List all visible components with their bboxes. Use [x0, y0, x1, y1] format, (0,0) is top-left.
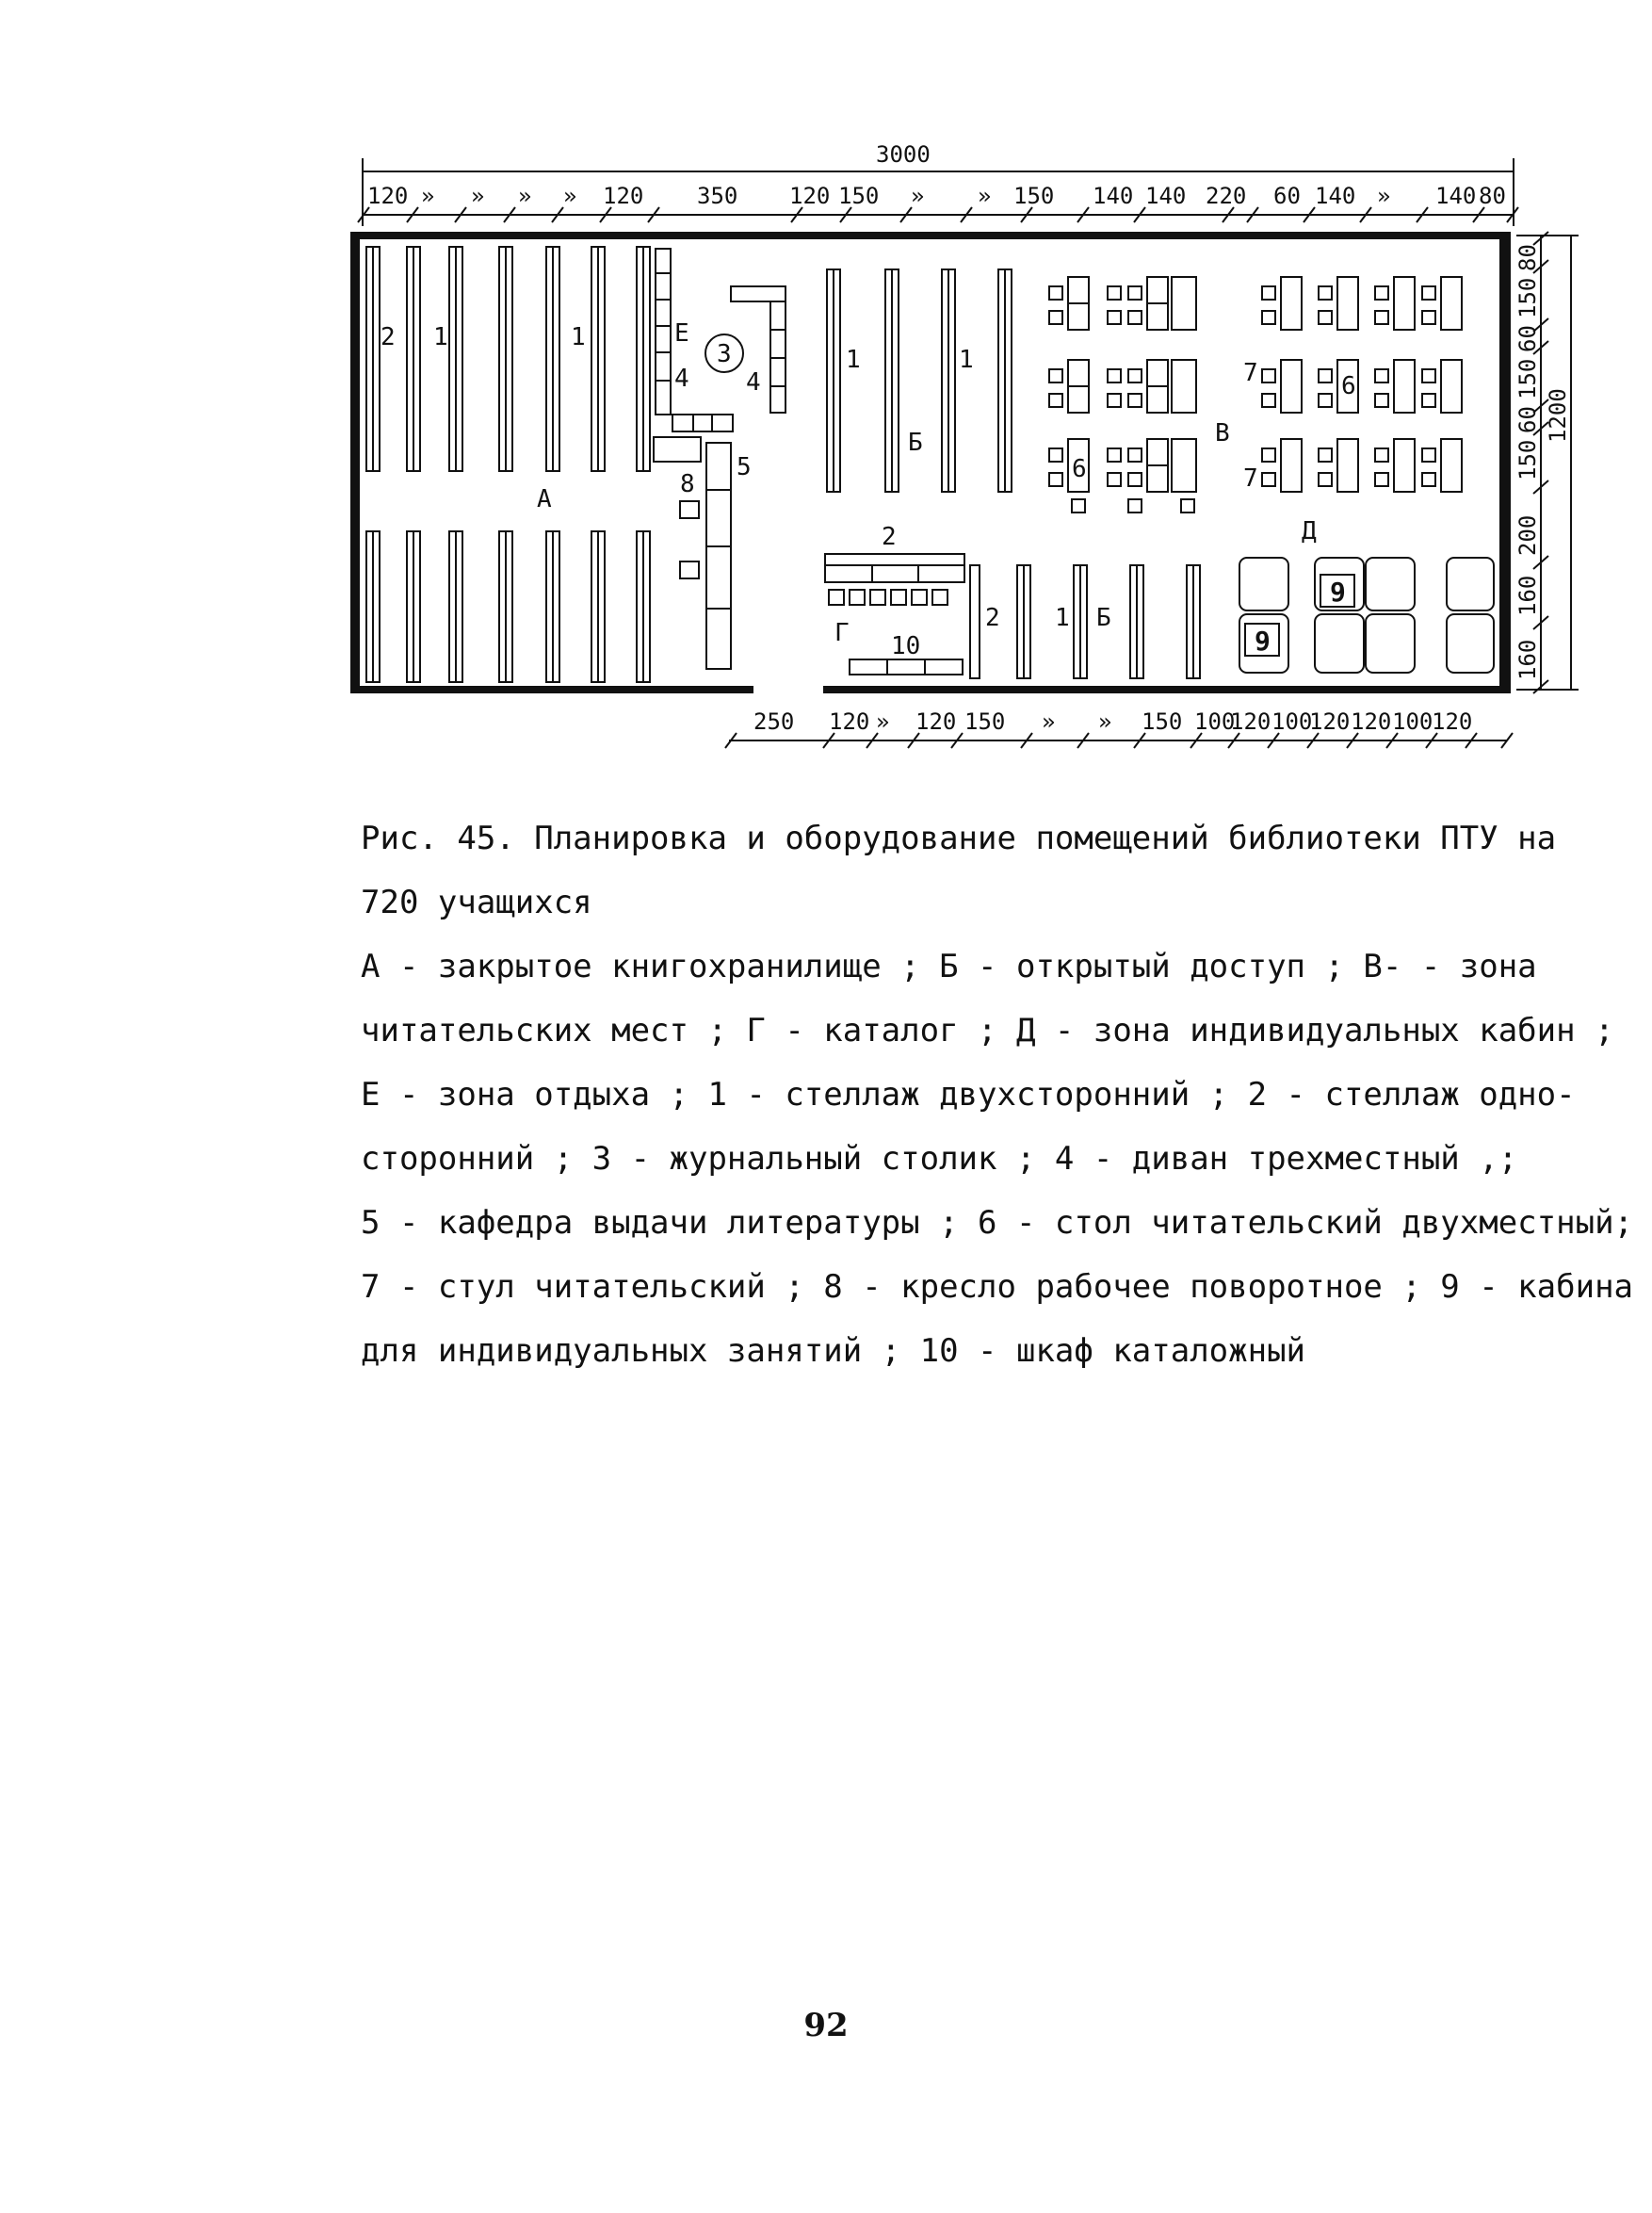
entrance-gap — [753, 684, 823, 695]
top-dim-15: 220 — [1206, 183, 1247, 209]
top-dim-12: 150 — [1013, 183, 1055, 209]
label-zone-d: Д — [1302, 517, 1317, 545]
bottom-dim-8: 150 — [1142, 708, 1183, 735]
label-9-lower: 9 — [1255, 626, 1271, 657]
top-dim-10: » — [911, 183, 925, 209]
reading-area-right — [1262, 277, 1462, 492]
label-5: 5 — [737, 453, 752, 481]
right-dim-9: 160 — [1514, 639, 1541, 680]
caption-line-3: А - закрытое книгохранилище ; Б - открытый доступ ; В- - зона — [361, 948, 1537, 985]
top-dim-8: 120 — [789, 183, 831, 209]
single-sided-shelf-g — [970, 565, 980, 678]
top-dim-19: 140 — [1435, 183, 1477, 209]
label-2-zone-b: 2 — [985, 604, 1000, 632]
bottom-dim-5: 150 — [964, 708, 1006, 735]
right-dim-1: 80 — [1514, 244, 1541, 271]
caption-line-6: сторонний ; 3 - журнальный столик ; 4 - диван трехместный ,; — [361, 1140, 1518, 1178]
top-dim-9: 150 — [838, 183, 880, 209]
caption-line-9: для индивидуальных занятий ; 10 - шкаф каталожный — [361, 1332, 1306, 1370]
caption-line-5: Е - зона отдыха ; 1 - стеллаж двухсторонний ; 2 - стеллаж одно- — [361, 1076, 1576, 1114]
right-segment-labels — [1514, 244, 1571, 680]
caption-line-2: 720 учащихся — [361, 884, 592, 921]
top-dim-5: » — [563, 183, 577, 209]
caption-line-7: 5 - кафедра выдачи литературы ; 6 - стол читательский двухместный; — [361, 1204, 1634, 1242]
top-dim-2: » — [421, 183, 435, 209]
label-7-upper: 7 — [1243, 359, 1258, 387]
swivel-chair-1 — [680, 501, 699, 518]
bottom-dim-12: 120 — [1309, 708, 1351, 735]
right-dim-6: 150 — [1514, 439, 1541, 480]
catalogue-shelf-top — [825, 554, 964, 582]
catalogue-cabinet-bottom — [850, 659, 963, 675]
label-6-right: 6 — [1341, 372, 1356, 400]
label-1-zone-a-left: 1 — [433, 323, 448, 351]
bottom-dim-7: » — [1098, 708, 1112, 735]
swivel-chair-2 — [680, 561, 699, 578]
caption-line-4: читательских мест ; Г - каталог ; Д - зона индивидуальных кабин ; — [361, 1012, 1614, 1050]
label-4-left: 4 — [674, 365, 689, 393]
bottom-dim-9: 100 — [1194, 708, 1236, 735]
label-1-zone-a-right: 1 — [571, 323, 586, 351]
top-dim-1: 120 — [367, 183, 409, 209]
overall-height-label: 1200 — [1545, 388, 1571, 443]
bottom-dim-11: 100 — [1271, 708, 1313, 735]
label-3: 3 — [717, 340, 732, 368]
top-dim-14: 140 — [1145, 183, 1187, 209]
label-10: 10 — [891, 632, 921, 660]
right-dim-3: 60 — [1514, 325, 1541, 352]
sofa-bottom — [672, 415, 733, 431]
label-zone-a: А — [537, 485, 552, 513]
right-dim-5: 60 — [1514, 406, 1541, 433]
label-8: 8 — [680, 470, 695, 498]
bottom-dim-2: 120 — [829, 708, 870, 735]
bottom-dim-13: 120 — [1351, 708, 1392, 735]
right-dim-8: 160 — [1514, 575, 1541, 616]
bottom-dim-4: 120 — [915, 708, 957, 735]
page-number: 92 — [803, 2007, 849, 2044]
top-dim-18: » — [1377, 183, 1391, 209]
top-dim-3: » — [471, 183, 485, 209]
floor-plan — [0, 0, 1652, 782]
top-dim-16: 60 — [1273, 183, 1301, 209]
label-1-zone-b-right: 1 — [959, 346, 974, 374]
figure-caption — [361, 806, 1634, 1383]
zone-b-shelves-upper — [827, 269, 1012, 492]
label-6-left: 6 — [1072, 455, 1087, 483]
bottom-dim-6: » — [1042, 708, 1056, 735]
right-dim-2: 150 — [1514, 277, 1541, 318]
right-dim-7: 200 — [1514, 514, 1541, 556]
zone-a-shelves-lower — [366, 531, 650, 682]
bottom-segment-labels — [753, 708, 1472, 735]
label-4-right: 4 — [746, 368, 761, 397]
bottom-dim-10: 120 — [1230, 708, 1271, 735]
right-dim-4: 150 — [1514, 358, 1541, 399]
overall-width-label: 3000 — [876, 141, 931, 168]
label-2-zone-a: 2 — [381, 323, 396, 351]
top-dim-4: » — [518, 183, 532, 209]
top-dim-7: 350 — [697, 183, 738, 209]
top-dim-17: 140 — [1315, 183, 1356, 209]
label-1-zone-b-lower: 1 — [1055, 604, 1070, 632]
top-dim-13: 140 — [1093, 183, 1134, 209]
top-dim-20: 80 — [1479, 183, 1506, 209]
bottom-dim-15: 120 — [1432, 708, 1473, 735]
zone-a-shelves-upper — [366, 247, 650, 471]
label-7-lower: 7 — [1243, 464, 1258, 493]
label-zone-b-lower: Б — [1096, 604, 1111, 632]
label-zone-g: Г — [834, 619, 850, 647]
caption-line-1: Рис. 45. Планировка и оборудование помещений библиотеки ПТУ на — [361, 820, 1557, 857]
caption-line-8: 7 - стул читательский ; 8 - кресло рабочее поворотное ; 9 - кабина — [361, 1268, 1634, 1306]
label-zone-e: Е — [674, 319, 689, 348]
bottom-dim-1: 250 — [753, 708, 795, 735]
sofa-left — [656, 249, 671, 415]
label-zone-b-upper: Б — [908, 429, 923, 457]
label-2-zone-g: 2 — [882, 523, 897, 551]
top-dim-11: » — [978, 183, 992, 209]
top-segment-labels — [367, 183, 1506, 209]
bottom-dim-3: » — [876, 708, 890, 735]
catalogue-cabinets — [829, 590, 947, 605]
top-dim-6: 120 — [603, 183, 644, 209]
bottom-dim-14: 100 — [1392, 708, 1433, 735]
label-zone-v: В — [1215, 419, 1230, 447]
label-1-zone-b-left: 1 — [846, 346, 861, 374]
label-9-upper: 9 — [1330, 577, 1346, 608]
